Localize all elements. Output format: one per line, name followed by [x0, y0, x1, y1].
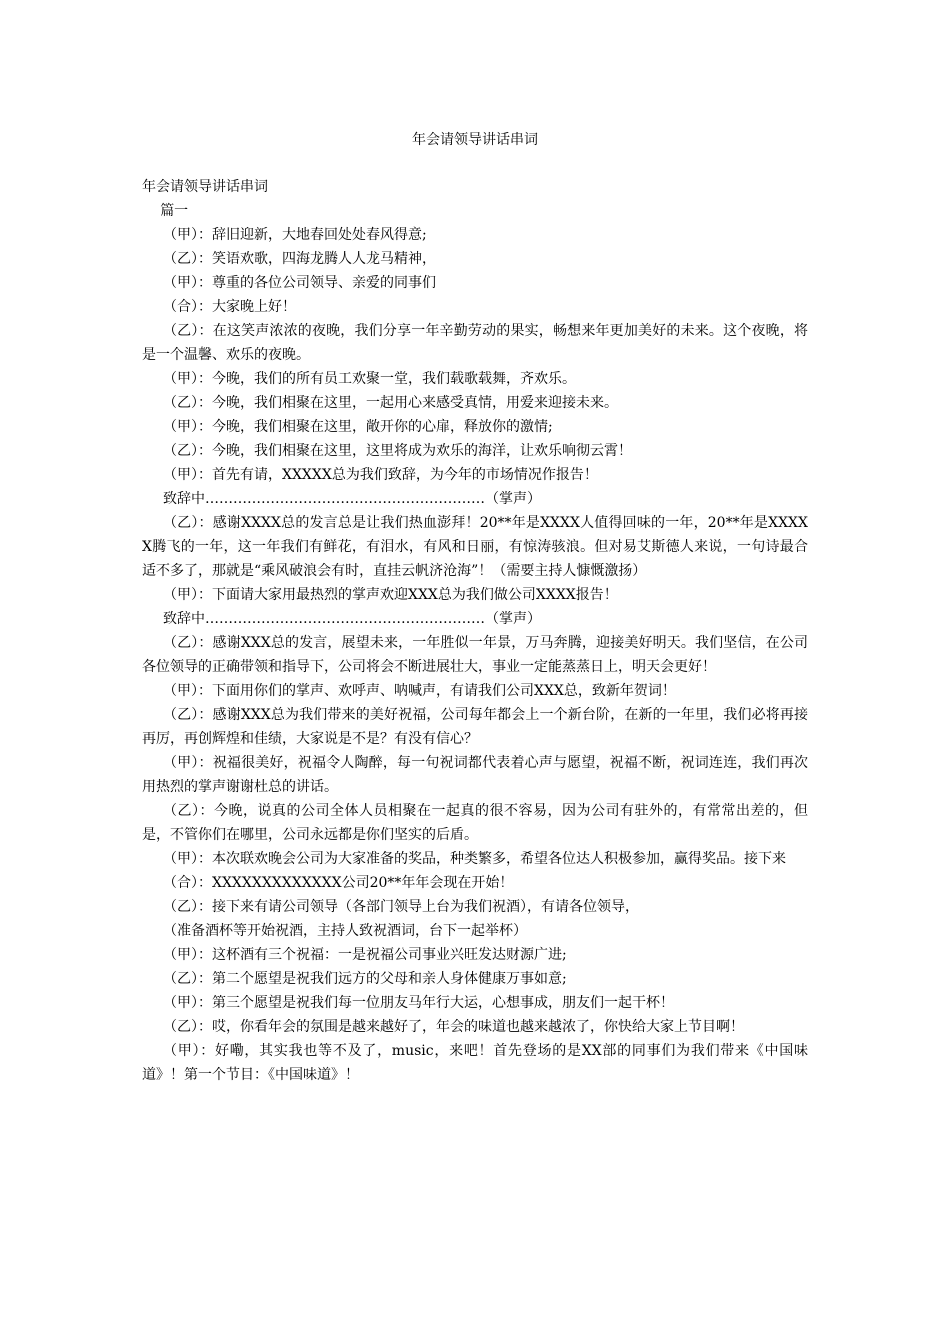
paragraph: （甲）：尊重的各位公司领导、亲爱的同事们 [163, 275, 436, 291]
paragraph: （甲）：首先有请，XXXXX总为我们致辞，为今年的市场情况作报告！ [163, 467, 598, 483]
paragraph: （乙）：笑语欢歌，四海龙腾人人龙马精神， [163, 251, 436, 267]
paragraph: （乙）：今晚，我们相聚在这里，一起用心来感受真情，用爱来迎接未来。 [163, 395, 618, 411]
paragraph: （甲）：这杯酒有三个祝福：一是祝福公司事业兴旺发达财源广进; [163, 947, 567, 963]
paragraph: （合）：大家晚上好！ [163, 299, 296, 315]
paragraph: （乙）：哎，你看年会的氛围是越来越好了，年会的味道也越来越浓了，你快给大家上节目啊！ [163, 1019, 744, 1035]
paragraph: （甲）：第三个愿望是祝我们每一位朋友马年行大运，心想事成，朋友们一起干杯！ [163, 995, 674, 1011]
paragraph: （乙）：在这笑声浓浓的夜晚，我们分享一年辛勤劳动的果实，畅想来年更加美好的未来。这个夜晚，将是一个温馨、欢乐的夜晚。 [142, 323, 808, 363]
paragraph: （乙）：感谢XXX总的发言，展望未来，一年胜似一年景，万马奔腾，迎接美好明天。我们坚信，在公司各位领导的正确带领和指导下，公司将会不断进展壮大，事业一定能蒸蒸日上，明天会更好！ [142, 635, 808, 675]
speech-in-progress-line: 致辞中……………………………………………………（掌声） [163, 611, 541, 627]
paragraph: （合）：XXXXXXXXXXXXX公司20**年年会现在开始！ [163, 875, 514, 891]
paragraph: （甲）：本次联欢晚会公司为大家准备的奖品，种类繁多，希望各位达人积极参加，赢得奖品。接下来 [163, 851, 786, 867]
paragraph: （乙）：接下来有请公司领导（各部门领导上台为我们祝酒），有请各位领导， [163, 899, 639, 915]
paragraph: （甲）：下面用你们的掌声、欢呼声、呐喊声，有请我们公司XXX总，致新年贺词！ [163, 683, 676, 699]
paragraph: （甲）：好嘞，其实我也等不及了，music，来吧！首先登场的是XX部的同事们为我们带来《中国味道》！第一个节目：《中国味道》！ [142, 1043, 808, 1083]
speech-in-progress-line: 致辞中……………………………………………………（掌声） [163, 491, 541, 507]
paragraph: （乙）：第二个愿望是祝我们远方的父母和亲人身体健康万事如意; [163, 971, 567, 987]
paragraph: （甲）：下面请大家用最热烈的掌声欢迎XXX总为我们做公司XXXX报告！ [163, 587, 618, 603]
paragraph: （甲）：辞旧迎新，大地春回处处春风得意; [163, 227, 427, 243]
paragraph: （乙）：感谢XXXX总的发言总是让我们热血澎拜！20**年是XXXX人值得回味的一年，20**年是XXXXX腾飞的一年，这一年我们有鲜花，有泪水，有风和日丽，有惊涛骇浪。但对易艾斯德人来说，一句诗最合适不多了，那就是“乘风破浪会有时，直挂云帆济沧海”！（需要主持人慷慨激扬） [142, 515, 808, 579]
paragraph: （乙）：今晚，说真的公司全体人员相聚在一起真的很不容易，因为公司有驻外的，有常常出差的，但是，不管你们在哪里，公司永远都是你们坚实的后盾。 [142, 803, 808, 843]
document-heading: 年会请领导讲话串词 [142, 179, 268, 195]
paragraph: （甲）：祝福很美好，祝福令人陶醉，每一句祝词都代表着心声与愿望，祝福不断，祝词连连，我们再次用热烈的掌声谢谢杜总的讲话。 [142, 755, 808, 795]
paragraph: （乙）：今晚，我们相聚在这里，这里将成为欢乐的海洋，让欢乐响彻云霄！ [163, 443, 632, 459]
stage-direction: （准备酒杯等开始祝酒，主持人致祝酒词，台下一起举杯） [163, 923, 527, 939]
document-title: 年会请领导讲话串词 [412, 132, 538, 148]
document-body [142, 175, 808, 1087]
paragraph: （甲）：今晚，我们的所有员工欢聚一堂，我们载歌载舞，齐欢乐。 [163, 371, 576, 387]
paragraph: （甲）：今晚，我们相聚在这里，敞开你的心扉，释放你的激情; [163, 419, 553, 435]
section-label: 篇一 [160, 203, 189, 219]
paragraph: （乙）：感谢XXX总为我们带来的美好祝福，公司每年都会上一个新台阶，在新的一年里，我们必将再接再厉，再创辉煌和佳绩，大家说是不是？有没有信心？ [142, 707, 808, 747]
